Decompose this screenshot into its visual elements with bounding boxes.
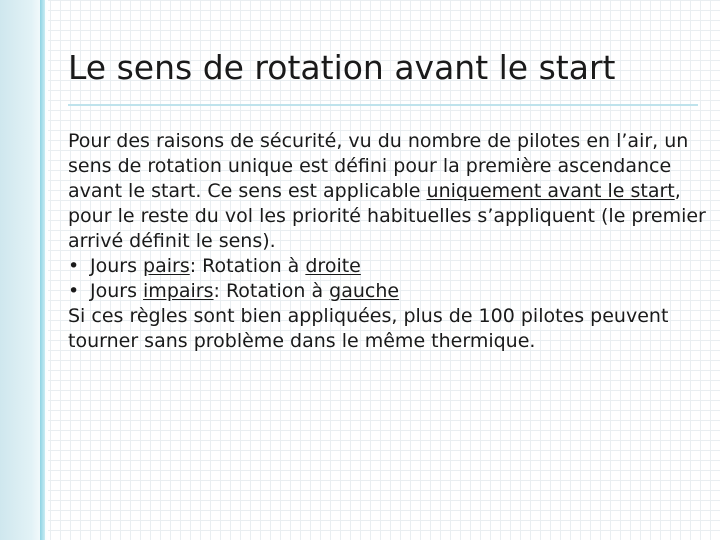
bullet-item-even-days [68,254,706,279]
bullet-symbol: • [68,280,80,302]
bullet-item-odd-days [68,279,706,304]
bullet-direction: gauche [329,280,400,302]
intro-text-start: Pour des raisons de sécurité, vu du nombre de pilotes en l’air, un sens de rotation unique est défini pour la première ascendance avant le start. Ce sens est applicable [68,130,689,202]
bullet-lead: Jours [90,255,144,277]
intro-text-end: , pour le reste du vol les priorité habituelles s’appliquent (le premier arrivé définit le sens). [68,180,706,252]
slide-title: Le sens de rotation avant le start [68,48,616,87]
closing-paragraph: Si ces règles sont bien appliquées, plus de 100 pilotes peuvent tourner sans problème dans le même thermique. [68,305,669,352]
title-divider [68,104,698,106]
slide-side-bar [0,0,48,540]
side-bar-edge [40,0,45,540]
bullet-symbol: • [68,255,80,277]
bullet-mid: : Rotation à [189,255,306,277]
bullet-mid: : Rotation à [213,280,330,302]
intro-underlined-text: uniquement avant le start [426,180,675,202]
intro-paragraph [68,129,706,254]
bullet-lead: Jours [90,280,144,302]
bullet-term: impairs [143,280,214,302]
bullet-direction: droite [305,255,361,277]
bullet-term: pairs [143,255,190,277]
slide-body [68,129,706,354]
